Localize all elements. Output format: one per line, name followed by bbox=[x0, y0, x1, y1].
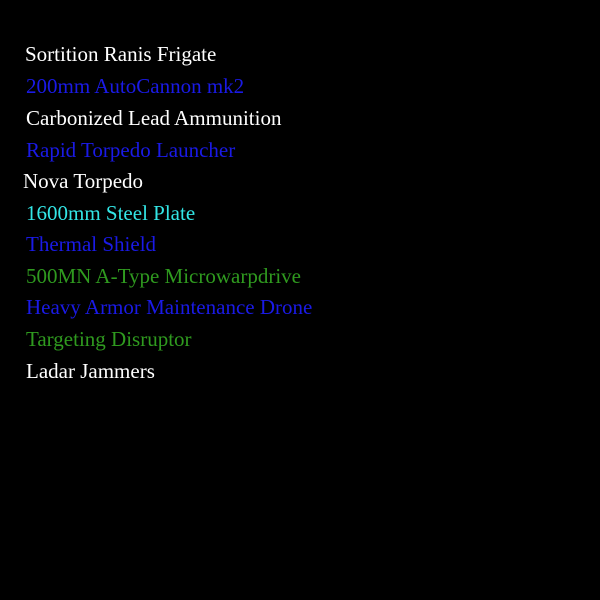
module-line-8: Ladar Jammers bbox=[26, 359, 155, 383]
module-line-4: Thermal Shield bbox=[26, 232, 157, 256]
module-line-1: 200mm AutoCannon mk2 bbox=[26, 74, 245, 98]
module-line-6: Heavy Armor Maintenance Drone bbox=[26, 295, 313, 319]
module-line-3: 1600mm Steel Plate bbox=[26, 201, 196, 225]
ship-name: Sortition Ranis Frigate bbox=[25, 42, 217, 66]
ammo-line-2: Nova Torpedo bbox=[23, 169, 144, 193]
module-line-7: Targeting Disruptor bbox=[26, 327, 192, 351]
ammo-line-1: Carbonized Lead Ammunition bbox=[26, 106, 282, 130]
module-line-5: 500MN A-Type Microwarpdrive bbox=[26, 264, 301, 288]
module-line-2: Rapid Torpedo Launcher bbox=[26, 138, 236, 162]
